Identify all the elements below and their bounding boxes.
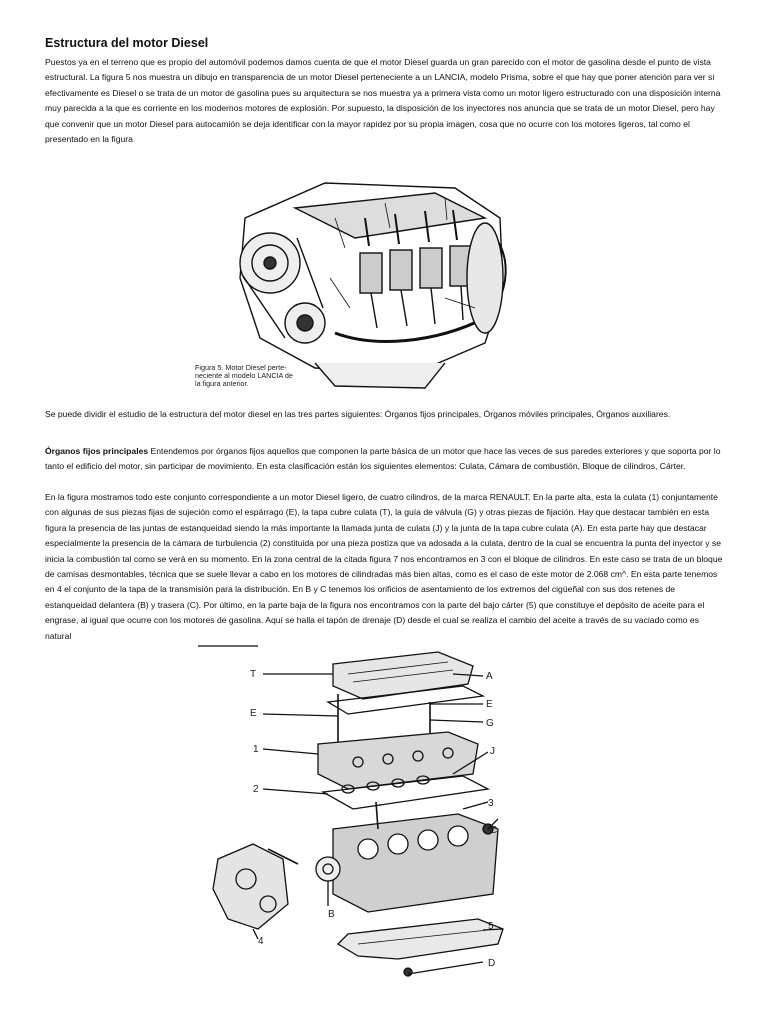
label-G: G	[486, 718, 494, 729]
label-D: D	[488, 958, 496, 969]
label-E-left: E	[250, 708, 257, 719]
label-C: C	[490, 825, 498, 836]
label-2: 2	[253, 784, 259, 795]
exploded-engine-illustration	[198, 644, 523, 984]
label-5: 5	[488, 921, 494, 932]
fixed-organs-heading: Órganos fijos principales	[45, 446, 149, 456]
label-B: B	[328, 909, 335, 920]
label-A: A	[486, 671, 493, 682]
label-T: T	[250, 669, 257, 680]
renault-exploded-view-figure	[198, 644, 523, 984]
intro-paragraph: Puestos ya en el terreno que es propio del automóvil podemos damos cuenta de que el motor Diesel guarda un gran parecido con el motor de gasolina desde el punto de vista estructural. La figura 5 nos muestra un dibujo en transparencia de un motor Diesel perteneciente a un LANCIA, modelo Prisma, sobre el que hay que poner atención para ver si efectivamente es Diesel o se trata de un motor de gasolina pues su arquitectura se nos muestra ya a primera vista como un motor ligero estructurado con una disposición interna muy parecida a la que es corriente en los modernos motores de explosión. Por supuesto, la disposición de los inyectores nos anuncia que se trata de un motor Diesel, pero hay que convenir que un motor Diesel para autocamión se deja identificar con la mayor rapidez por su propia imagen, cosa que no ocurre con los motores ligeros, tal como el presentado en la figura	[45, 57, 721, 145]
label-1: 1	[253, 744, 259, 755]
label-4: 4	[258, 936, 264, 947]
figure-5-caption: Figura 5. Motor Diesel perte- neciente al modelo LANCIA de la figura anterior.	[195, 363, 293, 388]
page-title: Estructura del motor Diesel	[45, 36, 209, 50]
renault-description-paragraph: En la figura mostramos todo este conjunto correspondiente a un motor Diesel ligero, de cuatro cilindros, de la marca RENAULT. En la parte alta, esta la culata (1) conjuntamente con algunas de sus piezas fijas de sujeción como el espárrago (E), la tapa cubre culata (T), la guía de válvula (G) y otras piezas de fijación. Hay que destacar también en esta figura la presencia de las juntas de estanqueidad siendo la más importante la llamada junta de culata (J) y la junta de la tapa cubre culata (A). En esta parte hay que destacar especialmente la presencia de la cámara de turbulencia (2) constituida por una pieza postiza que va adosada a la culata, dentro de la cual se encuentra la punta del inyector y se inicia la combustión tal como se verá en su momento. En la zona central de la citada figura 7 nos encontramos en 3 con el bloque de cilindros. En este caso se trata de un bloque de camisas desmontables, técnica que se suele llevar a cabo en los motores de cilindradas más bien altas, como es el caso de este motor de 2.068 cm^. En esta parte tenemos en 4 el conjunto de la tapa de la transmisión para la distribución. En B y C tenemos los orificios de asentamiento de los extremos del cigüeñal con sus dos retenes de estanqueidad delantera (B) y trasera (C). Por último, en la parte baja de la figura nos encontramos con la parte del bajo cárter (5) que constituye el depósito de aceite para el engrase, al igual que ocurre con los motores de gasolina. Aquí se halla el tapón de drenaje (D) desde el cual se realiza el cambio del aceite a través de su vaciado como es natural	[45, 492, 723, 641]
division-paragraph: Se puede dividir el estudio de la estructura del motor diesel en las tres partes siguientes: Órganos fijos principales, Órganos móviles principales, Órganos auxiliares.	[45, 409, 671, 419]
label-3: 3	[488, 798, 494, 809]
fixed-organs-paragraph	[45, 444, 725, 475]
fixed-organs-text: Entendemos por órganos fijos aquellos que componen la parte básica de un motor que hace las veces de sus paredes exteriores y que soporta por lo tanto el edificio del motor, sin participar de movimiento. En esta clasificación están los siguientes elementos: Culata, Cámara de combustión, Bloque de cilindros, Cárter.	[45, 446, 721, 472]
figure-5-engine-drawing	[185, 158, 515, 398]
engine-cutaway-illustration	[185, 158, 515, 398]
label-E-right: E	[486, 699, 493, 710]
label-J: J	[490, 746, 495, 757]
